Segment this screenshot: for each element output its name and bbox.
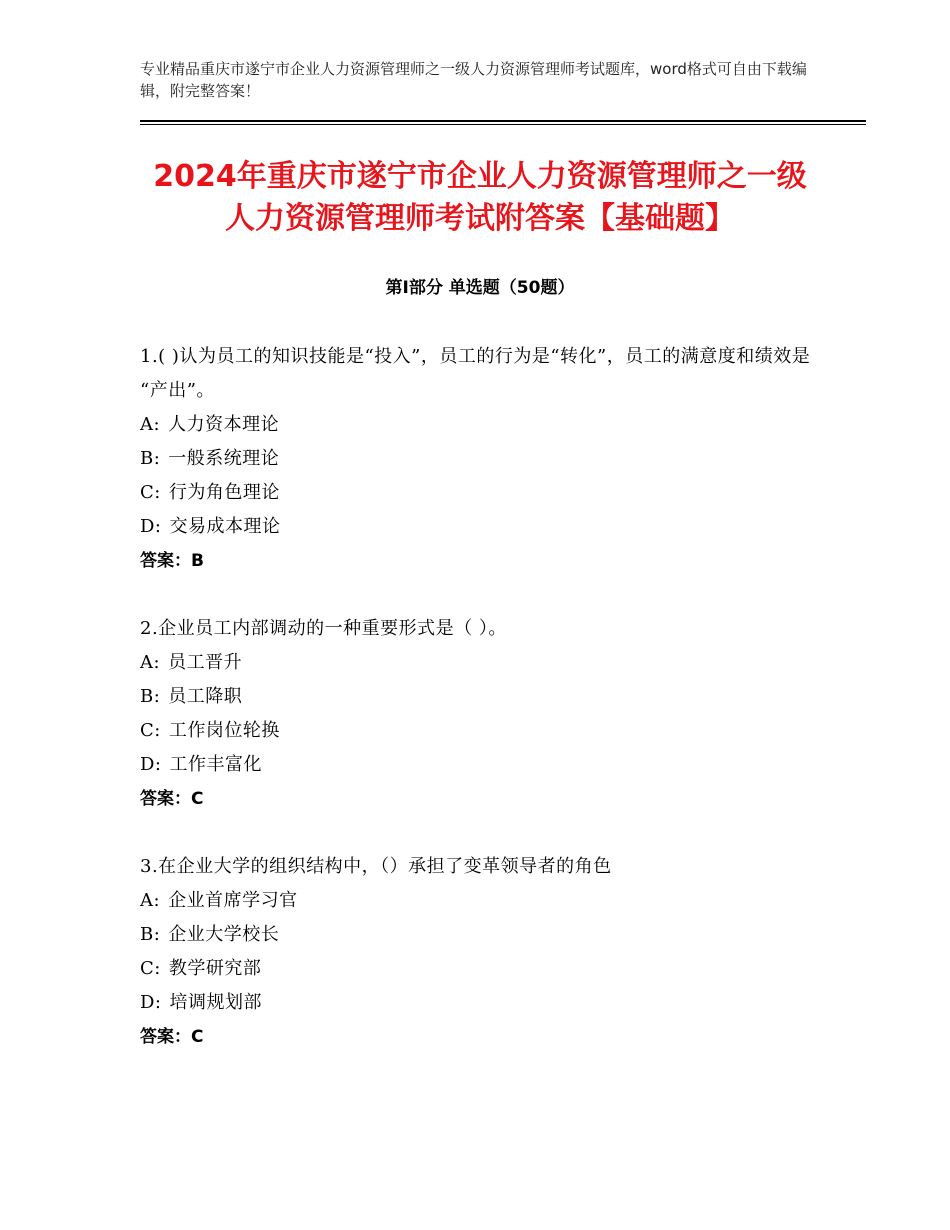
option-letter: C: [140, 720, 161, 741]
option-b [140, 442, 830, 476]
question-1 [140, 340, 830, 578]
option-b [140, 918, 830, 952]
option-text: 教学研究部 [168, 958, 262, 979]
option-b [140, 680, 830, 714]
option-a [140, 646, 830, 680]
option-text: 员工晋升 [168, 652, 243, 673]
option-letter: B: [140, 686, 161, 707]
question-3 [140, 850, 830, 1054]
option-d [140, 748, 830, 782]
option-letter: B: [140, 448, 161, 469]
header-note: 专业精品重庆市遂宁市企业人力资源管理师之一级人力资源管理师考试题库，word格式可自由下载编辑，附完整答案！ [140, 60, 807, 100]
option-text: 员工降职 [168, 686, 243, 707]
option-letter: C: [140, 958, 161, 979]
question-list [140, 340, 830, 1088]
option-text: 工作岗位轮换 [168, 720, 280, 741]
question-stem: 1.( )认为员工的知识技能是“投入”，员工的行为是“转化”，员工的满意度和绩效是 “产出”。 [140, 346, 811, 401]
question-stem: 2.企业员工内部调动的一种重要形式是（ ）。 [140, 618, 507, 639]
header-divider-thick [140, 120, 866, 122]
option-c [140, 476, 830, 510]
option-a [140, 884, 830, 918]
option-letter: A: [140, 890, 161, 911]
option-d [140, 986, 830, 1020]
option-letter: A: [140, 414, 161, 435]
option-text: 企业首席学习官 [168, 890, 298, 911]
option-letter: C: [140, 482, 161, 503]
option-text: 交易成本理论 [169, 516, 281, 537]
option-c [140, 714, 830, 748]
question-stem: 3.在企业大学的组织结构中，（）承担了变革领导者的角色 [140, 856, 612, 877]
option-letter: D: [140, 992, 162, 1013]
document-title: 2024年重庆市遂宁市企业人力资源管理师之一级人力资源管理师考试附答案【基础题】 [153, 159, 807, 236]
option-text: 一般系统理论 [168, 448, 280, 469]
option-letter: A: [140, 652, 161, 673]
option-a [140, 408, 830, 442]
option-text: 行为角色理论 [168, 482, 280, 503]
answer-line: 答案：C [140, 789, 204, 809]
option-text: 工作丰富化 [169, 754, 262, 775]
option-letter: D: [140, 754, 162, 775]
answer-line: 答案：B [140, 551, 204, 571]
option-text: 企业大学校长 [168, 924, 280, 945]
option-c [140, 952, 830, 986]
option-text: 培调规划部 [169, 992, 262, 1013]
question-2 [140, 612, 830, 816]
header-divider-thin [140, 124, 866, 125]
answer-line: 答案：C [140, 1027, 204, 1047]
section-heading: 第Ⅰ部分 单选题（50题） [385, 278, 575, 298]
option-letter: D: [140, 516, 162, 537]
option-text: 人力资本理论 [168, 414, 280, 435]
option-letter: B: [140, 924, 161, 945]
option-d [140, 510, 830, 544]
